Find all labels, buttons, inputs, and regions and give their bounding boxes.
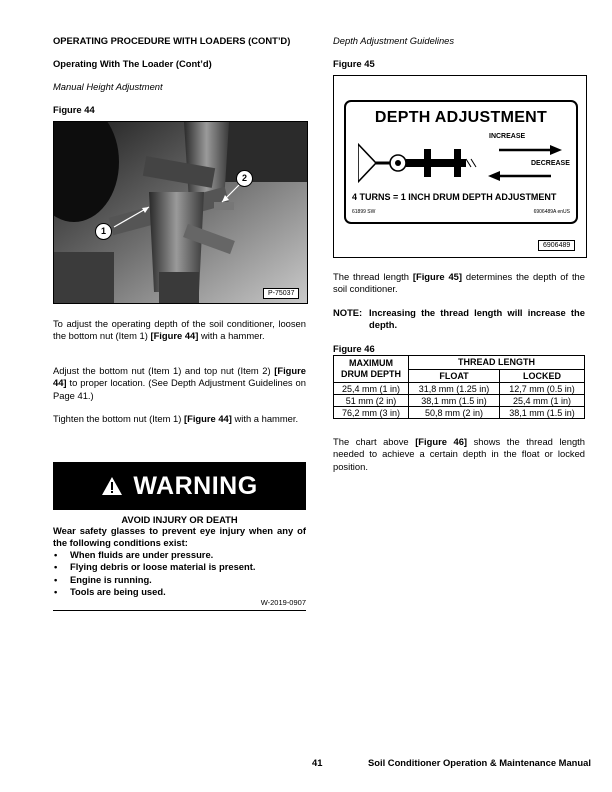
decal-turns: 4 TURNS = 1 INCH DRUM DEPTH ADJUSTMENT bbox=[352, 192, 557, 202]
section-heading: OPERATING PROCEDURE WITH LOADERS (CONT’D) bbox=[53, 35, 291, 46]
warning-list bbox=[53, 549, 306, 598]
callout-item-2: 2 bbox=[236, 170, 253, 187]
warning-subtitle: AVOID INJURY OR DEATH bbox=[121, 514, 238, 525]
paragraph-chart-above: The chart above [Figure 46] shows the thread length needed to achieve a certain depth in the float or locked position. bbox=[333, 436, 585, 472]
figure-45-box bbox=[333, 75, 587, 258]
sub-heading: Operating With The Loader (Cont’d) bbox=[53, 58, 212, 69]
col-header-float: FLOAT bbox=[409, 369, 500, 383]
depth-guidelines-heading: Depth Adjustment Guidelines bbox=[333, 35, 455, 46]
table-cell: 76,2 mm (3 in) bbox=[334, 407, 409, 419]
warning-item: • When fluids are under pressure. bbox=[53, 549, 306, 561]
warning-title: WARNING bbox=[133, 471, 258, 500]
warning-item: • Tools are being used. bbox=[53, 586, 306, 598]
note bbox=[333, 307, 585, 332]
warning-lead: Wear safety glasses to prevent eye injury when any of the following conditions exist: bbox=[53, 525, 306, 549]
table-cell: 50,8 mm (2 in) bbox=[409, 407, 500, 419]
col-header-thread: THREAD LENGTH bbox=[409, 356, 585, 370]
warning-code: W-2019-0907 bbox=[260, 598, 306, 607]
table-cell: 31,8 mm (1.25 in) bbox=[409, 383, 500, 395]
decal-code-left: 61899 SW bbox=[352, 209, 376, 215]
thread-length-table bbox=[333, 355, 585, 419]
col-header-depth: MAXIMUM DRUM DEPTH bbox=[334, 356, 409, 383]
col-header-locked: LOCKED bbox=[500, 369, 585, 383]
table-row bbox=[334, 395, 585, 407]
note-text: Increasing the thread length will increase the depth. bbox=[369, 307, 585, 331]
depth-decal bbox=[344, 100, 578, 224]
warning-banner bbox=[53, 462, 306, 510]
figure-45-label: Figure 45 bbox=[333, 58, 375, 69]
figure-45-tag: 6906489 bbox=[538, 240, 575, 251]
table-cell: 38,1 mm (1.5 in) bbox=[500, 407, 585, 419]
decal-decrease: DECREASE bbox=[531, 160, 570, 167]
table-cell: 25,4 mm (1 in) bbox=[500, 395, 585, 407]
warning-triangle-icon bbox=[101, 476, 123, 496]
paragraph-tighten: Tighten the bottom nut (Item 1) [Figure 44] with a hammer. bbox=[53, 413, 299, 424]
figure-46-label: Figure 46 bbox=[333, 343, 375, 354]
note-label: NOTE: bbox=[333, 307, 363, 318]
table-cell: 12,7 mm (0.5 in) bbox=[500, 383, 585, 395]
table-row bbox=[334, 383, 585, 395]
decal-title: DEPTH ADJUSTMENT bbox=[374, 109, 548, 126]
figure-44-label: Figure 44 bbox=[53, 104, 95, 115]
loader-adjuster-photo bbox=[54, 122, 307, 303]
callout-item-1: 1 bbox=[95, 223, 112, 240]
decal-increase: INCREASE bbox=[489, 133, 526, 140]
warning-item: • Engine is running. bbox=[53, 574, 306, 586]
paragraph-thread-length: The thread length [Figure 45] determines the depth of the soil conditioner. bbox=[333, 271, 585, 295]
table-cell: 38,1 mm (1.5 in) bbox=[409, 395, 500, 407]
table-row bbox=[334, 407, 585, 419]
manual-height-heading: Manual Height Adjustment bbox=[53, 81, 163, 92]
table-cell: 25,4 mm (1 in) bbox=[334, 383, 409, 395]
paragraph-adjust: Adjust the bottom nut (Item 1) and top nut (Item 2) [Figure 44] to proper location. (See Depth Adjustment Guidelines on Page 41.) bbox=[53, 365, 306, 401]
decal-code-right: 6906489A enUS bbox=[533, 209, 570, 215]
figure-44-photo bbox=[53, 121, 308, 304]
manual-title: Soil Conditioner Operation & Maintenance Manual bbox=[368, 757, 591, 768]
warning-item: • Flying debris or loose material is present. bbox=[53, 561, 306, 573]
paragraph-loosen: To adjust the operating depth of the soil conditioner, loosen the bottom nut (Item 1) [Figure 44] with a hammer. bbox=[53, 318, 306, 342]
warning-divider bbox=[53, 610, 306, 611]
table-cell: 51 mm (2 in) bbox=[334, 395, 409, 407]
page-number: 41 bbox=[312, 757, 323, 768]
photo-tag: P-75037 bbox=[263, 288, 299, 299]
